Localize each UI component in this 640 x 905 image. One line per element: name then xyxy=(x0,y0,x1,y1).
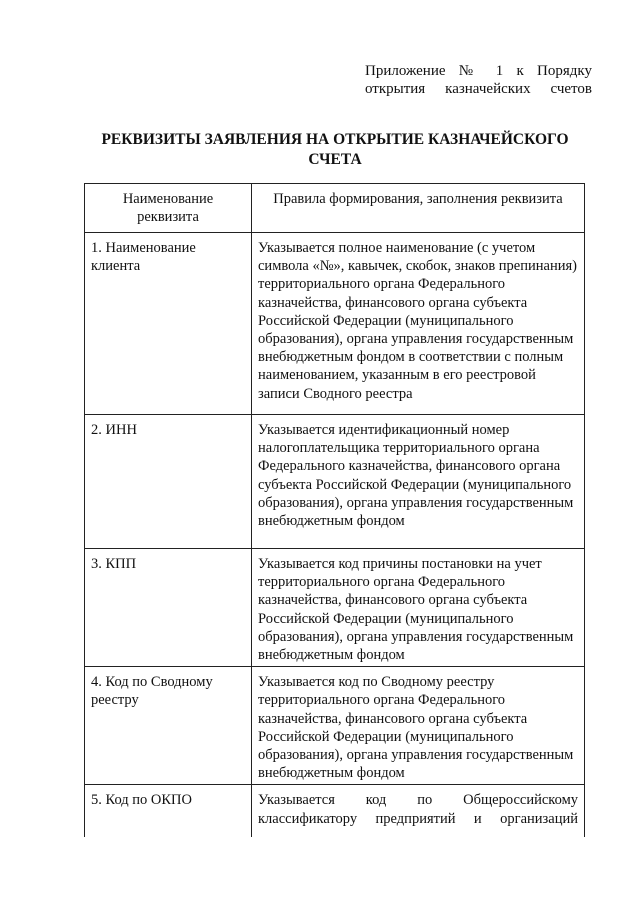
table-row xyxy=(85,233,585,415)
table-row xyxy=(85,785,585,838)
requisite-rule-cell: Указывается идентификационный номер налогоплательщика территориального органа Федерального казначейства, финансового органа субъекта Российской Федерации (муниципального образования), органа управления государственным внебюджетным фондом xyxy=(252,415,585,549)
requisite-name-cell: 3. КПП xyxy=(85,549,252,667)
table-row xyxy=(85,549,585,667)
requisite-name-cell: 2. ИНН xyxy=(85,415,252,549)
requisite-name-cell: 4. Код по Сводному реестру xyxy=(85,667,252,785)
requisite-name-cell: 5. Код по ОКПО xyxy=(85,785,252,838)
requisite-rule-cell: Указывается полное наименование (с учетом символа «№», кавычек, скобок, знаков препинания) территориального органа Федерального казначейства, финансового органа субъекта Российской Федерации (муниципального образования), органа управления государственным внебюджетным фондом в соответствии с полным наименованием, указанным в его реестровой записи Сводного реестра xyxy=(252,233,585,415)
document-title xyxy=(85,130,585,170)
header-requisite-name: Наименование реквизита xyxy=(85,184,252,233)
title-line-1: РЕКВИЗИТЫ ЗАЯВЛЕНИЯ НА ОТКРЫТИЕ КАЗНАЧЕЙСКОГО xyxy=(101,131,569,148)
table-header-row xyxy=(85,184,585,233)
table-row xyxy=(85,415,585,549)
requisite-rule-cell: Указывается код причины постановки на учет территориального органа Федерального казначейства, финансового органа субъекта Российской Федерации (муниципального образования), органа управления государственным внебюджетным фондом xyxy=(252,549,585,667)
appendix-reference xyxy=(365,62,592,98)
appendix-line-2: открытия казначейских счетов xyxy=(365,81,592,97)
title-line-2: СЧЕТА xyxy=(308,151,362,168)
appendix-line-1: Приложение № 1 к Порядку xyxy=(365,63,592,79)
requisite-rule-cell: Указывается код по Сводному реестру территориального органа Федерального казначейства, финансового органа субъекта Российской Федерации (муниципального образования), органа управления государственным внебюджетным фондом xyxy=(252,667,585,785)
requisite-name-cell: 1. Наименование клиента xyxy=(85,233,252,415)
table-row xyxy=(85,667,585,785)
requisite-rule-cell: Указывается код по Общероссийскому классификатору предприятий и организаций xyxy=(252,785,585,838)
header-filling-rules: Правила формирования, заполнения реквизита xyxy=(252,184,585,233)
requisites-table xyxy=(84,183,585,837)
